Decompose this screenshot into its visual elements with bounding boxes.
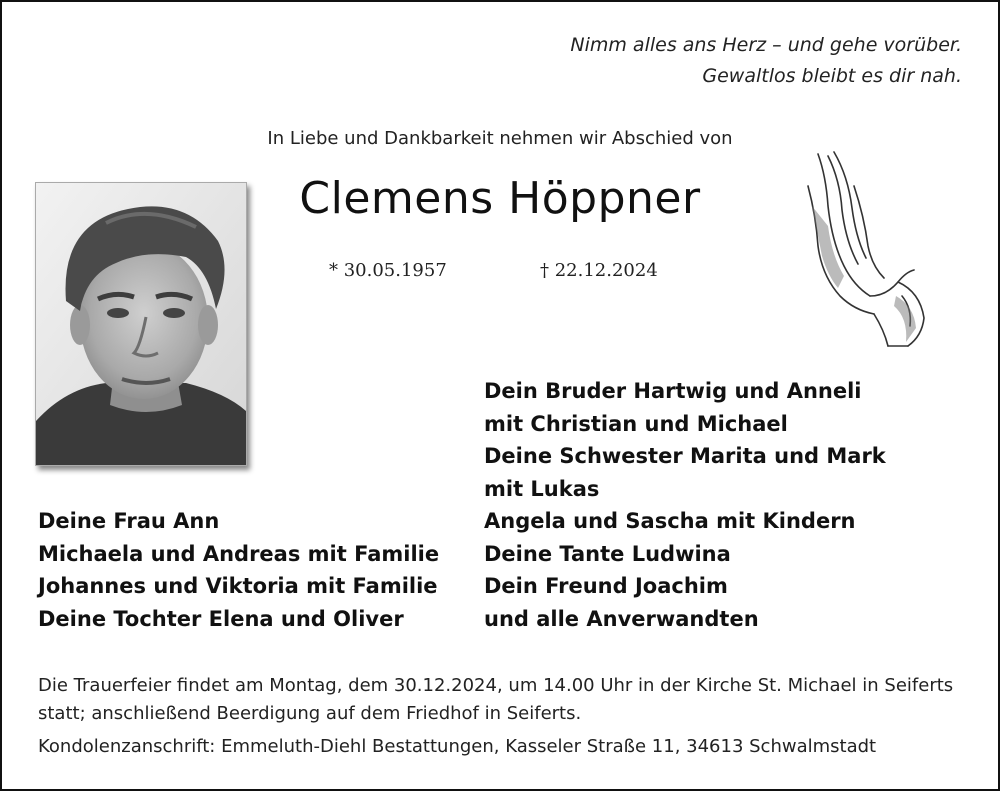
list-item: Deine Tante Ludwina [484,541,731,566]
mourners-right [484,375,886,635]
quote-line-2: Gewaltlos bleibt es dir nah. [702,65,962,87]
quote-line-1: Nimm alles ans Herz – und gehe vorüber. [570,34,962,56]
list-item: Deine Frau Ann [38,509,220,533]
list-item: Dein Freund Joachim [484,574,728,598]
list-item: mit Lukas [484,476,600,501]
list-item: Deine Tochter Elena und Oliver [38,606,404,631]
list-item: mit Christian und Michael [484,411,788,436]
list-item: Deine Schwester Marita und Mark [484,444,886,468]
birth-date: * 30.05.1957 [329,260,447,281]
death-date: † 22.12.2024 [540,260,658,281]
condolence-address: Kondolenzanschrift: Emmeluth-Diehl Bestattungen, Kasseler Straße 11, 34613 Schwalmstadt [38,736,877,757]
mourners-left [38,505,439,635]
deceased-name: Clemens Höppner [299,173,701,224]
list-item: Johannes und Viktoria mit Familie [38,574,438,598]
portrait-photo [35,182,247,466]
list-item: Dein Bruder Hartwig und Anneli [484,379,862,403]
list-item: und alle Anverwandten [484,606,759,631]
praying-hands-icon [788,146,928,350]
intro-text: In Liebe und Dankbarkeit nehmen wir Abschied von [267,128,733,149]
list-item: Angela und Sascha mit Kindern [484,509,856,533]
service-info: Die Trauerfeier findet am Montag, dem 30.12.2024, um 14.00 Uhr in der Kirche St. Michael in Seiferts statt; anschließend Beerdigung auf dem Friedhof in Seiferts. [38,675,954,724]
list-item: Michaela und Andreas mit Familie [38,541,440,566]
quote [570,30,962,92]
